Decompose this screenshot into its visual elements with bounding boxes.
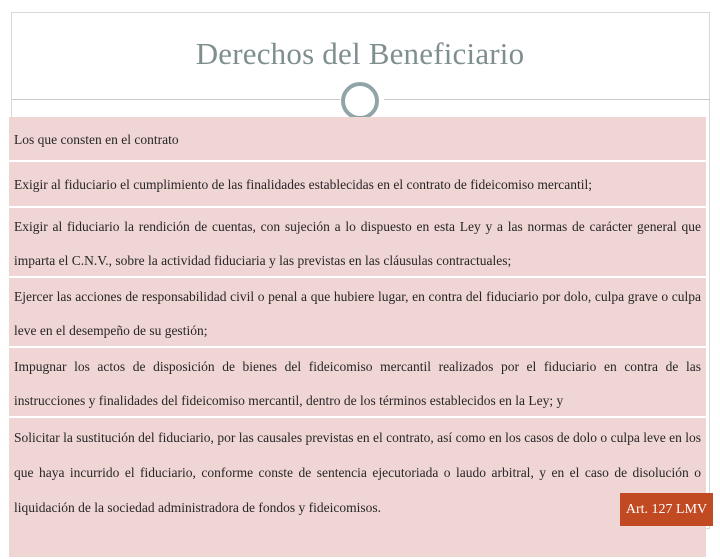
row-text: Los que consten en el contrato	[14, 132, 179, 147]
title-divider-left	[12, 99, 340, 100]
circle-ornament-icon	[341, 82, 379, 120]
slide-title: Derechos del Beneficiario	[195, 36, 525, 71]
row-text: Impugnar los actos de disposición de bienes del fideicomiso mercantil realizados por el fiduciario en contra de las instrucciones y finalidades del fideicomiso mercantil, dentro de los términos establecidos en la Ley; y	[14, 359, 701, 408]
table-row	[9, 278, 706, 348]
table-row	[9, 208, 706, 278]
table-row	[9, 117, 706, 162]
table-row	[9, 348, 706, 418]
row-text: Solicitar la sustitución del fiduciario, por las causales previstas en el contrato, así como en los casos de dolo o culpa leve en los que haya incurrido el fiduciario, conforme conste de sentencia ejecutoriada o laudo arbitral, y en el caso de disolución o liquidación de la sociedad administradora de fondos y fideicomisos.	[14, 430, 701, 515]
row-text: Exigir al fiduciario la rendición de cuentas, con sujeción a lo dispuesto en esta Ley y a las normas de carácter general que imparta el C.N.V., sobre la actividad fiduciaria y las previstas en las cláusulas contractuales;	[14, 219, 701, 268]
table-row	[9, 418, 706, 559]
row-text: Exigir al fiduciario el cumplimiento de las finalidades establecidas en el contrato de fideicomiso mercantil;	[14, 177, 593, 192]
row-text: Ejercer las acciones de responsabilidad civil o penal a que hubiere lugar, en contra del fiduciario por dolo, culpa grave o culpa leve en el desempeño de su gestión;	[14, 289, 701, 338]
rights-table	[9, 117, 706, 559]
article-reference-badge: Art. 127 LMV	[620, 493, 713, 526]
title-divider-right	[384, 99, 710, 100]
table-row	[9, 162, 706, 208]
